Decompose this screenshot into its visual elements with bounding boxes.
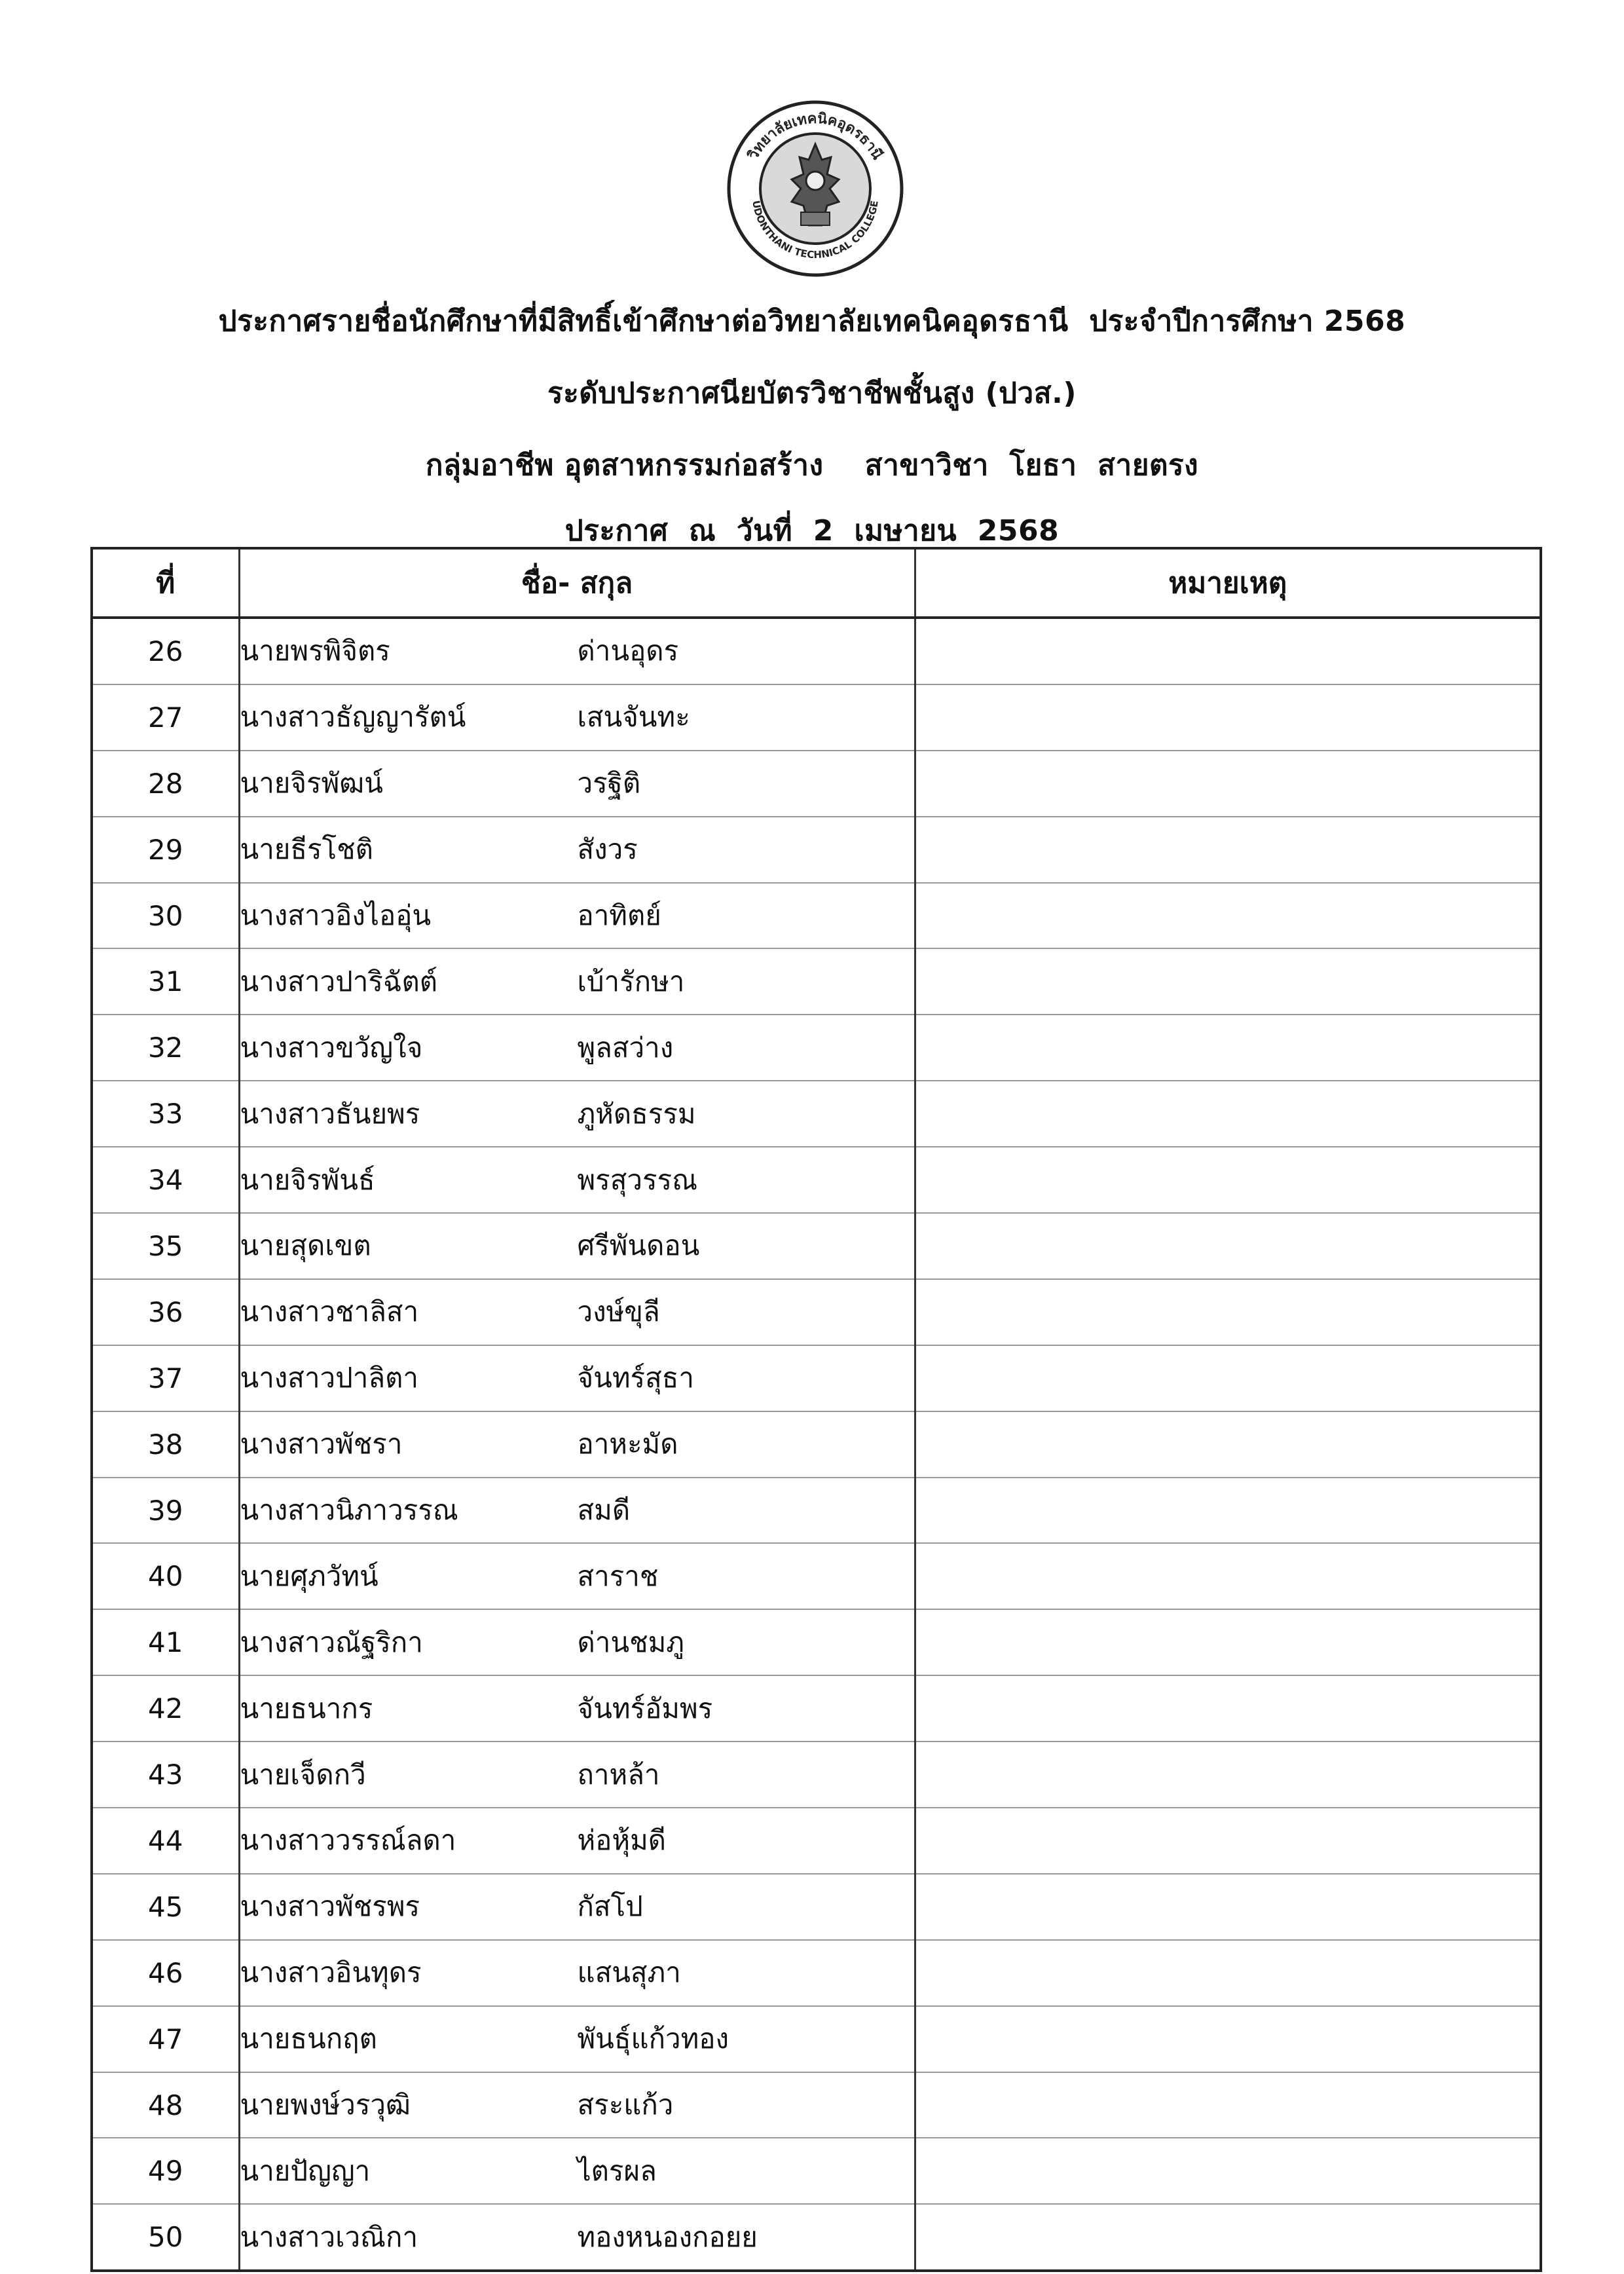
row-number: 32	[92, 1015, 239, 1081]
student-table	[90, 547, 1542, 2272]
seal-icon	[724, 97, 907, 280]
remark-cell	[915, 1147, 1541, 1213]
first-name: นางสาวธัญญารัตน์	[240, 701, 466, 734]
table-row	[92, 1742, 1541, 1808]
table-row	[92, 1543, 1541, 1609]
table-header-row	[92, 548, 1541, 618]
column-header-remark: หมายเหตุ	[915, 548, 1541, 618]
student-name	[239, 1543, 915, 1609]
table-row	[92, 751, 1541, 817]
row-number: 28	[92, 751, 239, 817]
student-name	[239, 1874, 915, 1940]
first-name: นายสุดเขต	[240, 1229, 371, 1262]
first-name: นายจิรพัฒน์	[240, 767, 383, 800]
last-name: สระแก้ว	[577, 2089, 674, 2121]
student-name	[239, 618, 915, 684]
first-name: นางสาวปาริฉัตต์	[240, 965, 438, 997]
table-row	[92, 1808, 1541, 1874]
remark-cell	[915, 1609, 1541, 1675]
row-number: 36	[92, 1279, 239, 1345]
first-name: นางสาวเวณิกา	[240, 2220, 418, 2253]
last-name: ไตรผล	[577, 2154, 657, 2187]
last-name: จันทร์อัมพร	[577, 1692, 713, 1724]
student-name	[239, 684, 915, 751]
table-row	[92, 1015, 1541, 1081]
row-number: 44	[92, 1808, 239, 1874]
last-name: วรฐิติ	[577, 767, 641, 800]
last-name: กัสโป	[577, 1890, 643, 1923]
first-name: นายพงษ์วรวุฒิ	[240, 2089, 411, 2121]
first-name: นายพรพิจิตร	[240, 635, 390, 667]
first-name: นางสาวณัฐริกา	[240, 1626, 423, 1658]
row-number: 45	[92, 1874, 239, 1940]
svg-text:UDONTHANI TECHNICAL COLLEGE: UDONTHANI TECHNICAL COLLEGE	[750, 199, 881, 261]
svg-text:วิทยาลัยเทคนิคอุดรธานี: วิทยาลัยเทคนิคอุดรธานี	[745, 110, 886, 163]
first-name: นางสาวนิภาวรรณ	[240, 1494, 458, 1527]
last-name: อาทิตย์	[577, 899, 661, 931]
last-name: ด่านชมภู	[577, 1626, 684, 1658]
last-name: สาราช	[577, 1559, 659, 1592]
row-number: 50	[92, 2204, 239, 2271]
student-name	[239, 2006, 915, 2072]
row-number: 26	[92, 618, 239, 684]
program-title: กลุ่มอาชีพ อุตสาหกรรมก่อสร้าง สาขาวิชา โยธา สายตรง	[425, 449, 1199, 482]
last-name: พันธุ์แก้วทอง	[577, 2022, 729, 2055]
table-row	[92, 1940, 1541, 2006]
row-number: 38	[92, 1411, 239, 1478]
last-name: จันทร์สุธา	[577, 1362, 694, 1394]
remark-cell	[915, 1478, 1541, 1544]
level-title: ระดับประกาศนียบัตรวิชาชีพชั้นสูง (ปวส.)	[547, 377, 1077, 410]
student-name	[239, 1478, 915, 1544]
last-name: ศรีพันดอน	[577, 1229, 700, 1262]
student-name	[239, 1675, 915, 1742]
last-name: เสนจันทะ	[577, 701, 690, 734]
table-row	[92, 2138, 1541, 2204]
table-row	[92, 1279, 1541, 1345]
remark-cell	[915, 2138, 1541, 2204]
row-number: 49	[92, 2138, 239, 2204]
table-row	[92, 1147, 1541, 1213]
remark-cell	[915, 1675, 1541, 1742]
student-name	[239, 2138, 915, 2204]
remark-cell	[915, 1279, 1541, 1345]
announcement-date: ประกาศ ณ วันที่ 2 เมษายน 2568	[564, 514, 1060, 548]
first-name: นายจิรพันธ์	[240, 1163, 375, 1196]
table-row	[92, 1675, 1541, 1742]
student-name	[239, 1345, 915, 1411]
first-name: นายเจ็ดกวี	[240, 1758, 366, 1791]
college-seal-logo	[724, 97, 907, 280]
table-row	[92, 948, 1541, 1015]
row-number: 46	[92, 1940, 239, 2006]
student-name	[239, 1081, 915, 1147]
table-row	[92, 1081, 1541, 1147]
row-number: 30	[92, 883, 239, 949]
first-name: นางสาววรรณ์ลดา	[240, 1824, 456, 1857]
last-name: อาหะมัด	[577, 1428, 678, 1461]
first-name: นางสาวธันยพร	[240, 1097, 420, 1130]
row-number: 34	[92, 1147, 239, 1213]
remark-cell	[915, 883, 1541, 949]
table-row	[92, 1478, 1541, 1544]
student-name	[239, 2072, 915, 2138]
last-name: ภูหัดธรรม	[577, 1097, 696, 1130]
table-row	[92, 883, 1541, 949]
remark-cell	[915, 1015, 1541, 1081]
remark-cell	[915, 1874, 1541, 1940]
last-name: วงษ์ขุลี	[577, 1295, 660, 1328]
first-name: นางสาวพัชรพร	[240, 1890, 420, 1923]
table-row	[92, 1609, 1541, 1675]
row-number: 35	[92, 1213, 239, 1279]
row-number: 31	[92, 948, 239, 1015]
remark-cell	[915, 2204, 1541, 2271]
table-row	[92, 1213, 1541, 1279]
row-number: 27	[92, 684, 239, 751]
remark-cell	[915, 948, 1541, 1015]
remark-cell	[915, 1081, 1541, 1147]
remark-cell	[915, 1940, 1541, 2006]
last-name: เบ้ารักษา	[577, 965, 685, 997]
first-name: นายธนกฤต	[240, 2022, 377, 2055]
student-name	[239, 817, 915, 883]
table-row	[92, 1345, 1541, 1411]
row-number: 29	[92, 817, 239, 883]
last-name: สังวร	[577, 833, 638, 866]
student-name	[239, 1940, 915, 2006]
row-number: 39	[92, 1478, 239, 1544]
student-name	[239, 1808, 915, 1874]
announcement-title: ประกาศรายชื่อนักศึกษาที่มีสิทธิ์เข้าศึกษาต่อวิทยาลัยเทคนิคอุดรธานี ประจำปีการศึกษา 2568	[218, 305, 1406, 338]
remark-cell	[915, 2006, 1541, 2072]
remark-cell	[915, 1213, 1541, 1279]
first-name: นางสาวพัชรา	[240, 1428, 403, 1461]
remark-cell	[915, 684, 1541, 751]
last-name: ถาหล้า	[577, 1758, 660, 1791]
student-name	[239, 1015, 915, 1081]
table-row	[92, 2072, 1541, 2138]
row-number: 43	[92, 1742, 239, 1808]
remark-cell	[915, 1543, 1541, 1609]
table-row	[92, 2006, 1541, 2072]
student-name	[239, 883, 915, 949]
last-name: ด่านอุดร	[577, 635, 679, 667]
student-name	[239, 1609, 915, 1675]
first-name: นางสาวอินทุดร	[240, 1956, 422, 1989]
row-number: 48	[92, 2072, 239, 2138]
first-name: นายศุภวัทน์	[240, 1559, 378, 1592]
student-name	[239, 948, 915, 1015]
student-name	[239, 1742, 915, 1808]
remark-cell	[915, 1345, 1541, 1411]
table-row	[92, 684, 1541, 751]
table-row	[92, 1411, 1541, 1478]
column-header-number: ที่	[92, 548, 239, 618]
last-name: พูลสว่าง	[577, 1031, 674, 1064]
remark-cell	[915, 2072, 1541, 2138]
first-name: นายธีรโชติ	[240, 833, 373, 866]
table-row	[92, 2204, 1541, 2271]
student-name	[239, 1213, 915, 1279]
first-name: นางสาวขวัญใจ	[240, 1031, 423, 1064]
last-name: แสนสุภา	[577, 1956, 681, 1989]
remark-cell	[915, 1411, 1541, 1478]
table-row	[92, 817, 1541, 883]
row-number: 40	[92, 1543, 239, 1609]
remark-cell	[915, 817, 1541, 883]
student-name	[239, 1147, 915, 1213]
last-name: ห่อหุ้มดี	[577, 1824, 667, 1857]
last-name: พรสุวรรณ	[577, 1163, 698, 1196]
column-header-name: ชื่อ- สกุล	[239, 548, 915, 618]
table-row	[92, 618, 1541, 684]
first-name: นางสาวอิงไออุ่น	[240, 899, 432, 931]
first-name: นางสาวปาลิตา	[240, 1362, 418, 1394]
first-name: นางสาวชาลิสา	[240, 1295, 419, 1328]
row-number: 41	[92, 1609, 239, 1675]
student-name	[239, 751, 915, 817]
row-number: 47	[92, 2006, 239, 2072]
first-name: นายธนากร	[240, 1692, 373, 1724]
row-number: 37	[92, 1345, 239, 1411]
remark-cell	[915, 751, 1541, 817]
last-name: สมดี	[577, 1494, 631, 1527]
student-name	[239, 2204, 915, 2271]
remark-cell	[915, 618, 1541, 684]
last-name: ทองหนองกอยย	[577, 2220, 758, 2253]
table-row	[92, 1874, 1541, 1940]
row-number: 33	[92, 1081, 239, 1147]
student-name	[239, 1411, 915, 1478]
remark-cell	[915, 1808, 1541, 1874]
row-number: 42	[92, 1675, 239, 1742]
remark-cell	[915, 1742, 1541, 1808]
first-name: นายปัญญา	[240, 2154, 371, 2187]
student-name	[239, 1279, 915, 1345]
